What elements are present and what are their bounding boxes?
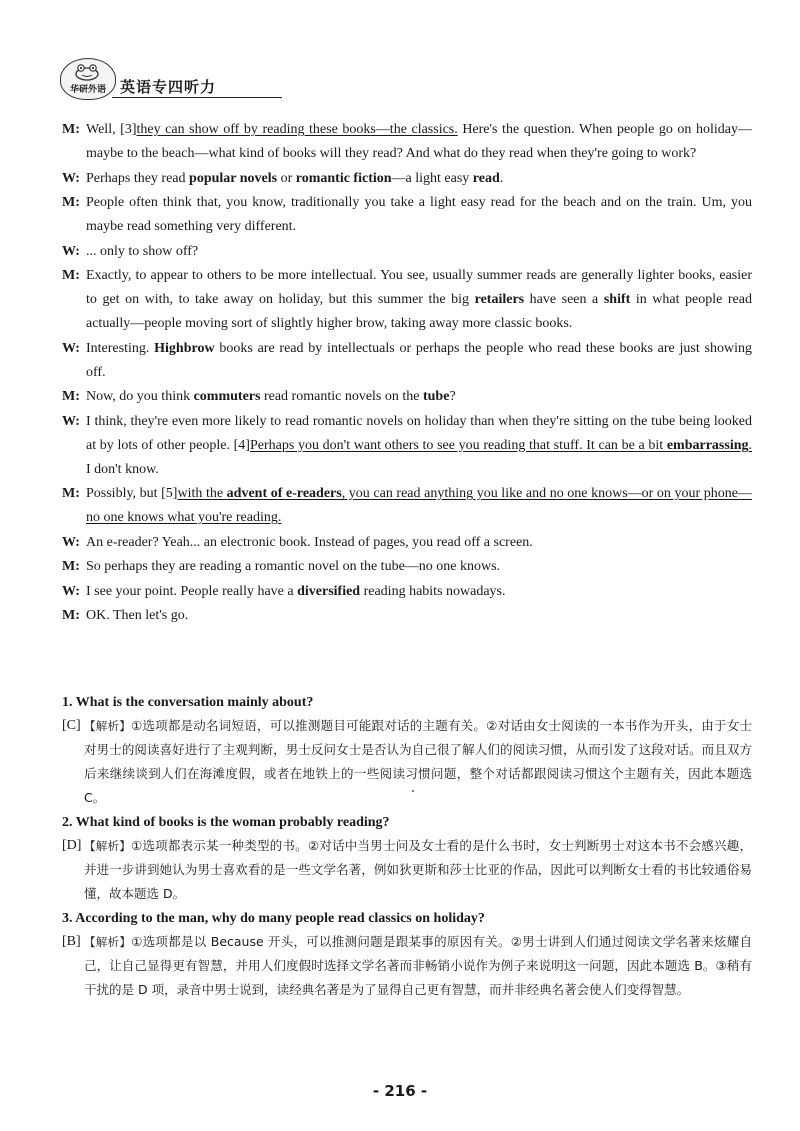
dialogue-text: OK. Then let's go. [86, 608, 189, 623]
questions-section [62, 690, 752, 1004]
keyword: romantic fiction [295, 170, 392, 186]
speaker-label: W: [62, 170, 80, 186]
dialogue-text: Interesting. [86, 340, 155, 356]
dialogue-line [62, 604, 752, 628]
keyword: Highbrow [154, 340, 215, 356]
dialogue-text: Now, do you think [86, 389, 194, 404]
keyword: read [472, 170, 500, 186]
speaker-label: W: [62, 413, 80, 429]
speaker-label: M: [62, 608, 80, 623]
page-header [60, 58, 230, 102]
answer-key: [D] [62, 838, 82, 853]
dialogue-line [62, 580, 752, 604]
question-heading: 1. What is the conversation mainly about? [62, 695, 314, 710]
speaker-label: W: [62, 534, 80, 550]
dialogue-text: Exactly, to appear to others to be more intellectual. You see, usually summer reads are generally lighter books, easier to get on with, to take away on holiday, but this summer the big [86, 268, 752, 307]
keyword: diversified [297, 583, 361, 599]
dialogue-transcript [62, 118, 752, 629]
speaker-label: M: [62, 268, 80, 283]
speaker-label: M: [62, 389, 80, 404]
dialogue-line [62, 167, 752, 191]
dialogue-text: I see your point. People really have a [86, 583, 298, 599]
publisher-logo [60, 58, 116, 100]
underlined-key-sentence: Perhaps you don't want others to see you reading that stuff. It can be a bit [249, 437, 667, 453]
dialogue-text: I think, they're even more likely to read romantic novels on holiday than when they're sitting on the tube being looked at by lots of other people. [4] [86, 413, 752, 453]
analysis-tag: 【解析】 [84, 935, 132, 949]
header-divider [112, 97, 282, 98]
answer-analysis [62, 834, 752, 906]
dialogue-line [62, 264, 752, 336]
book-title: 英语专四听力 [120, 78, 217, 96]
dialogue-line [62, 555, 752, 579]
analysis-text: ①选项都表示某一种类型的书。②对话中当男士问及女士看的是什么书时，女士判断男士对这本书不会感兴趣，并进一步讲到她认为男士喜欢看的是一些文学名著，例如狄更斯和莎士比亚的作品，因此可以判断女士看的书比较通俗易懂，故本题选 D。 [84, 838, 753, 901]
analysis-tag: 【解析】 [84, 719, 131, 733]
analysis-text: ①选项都是动名词短语，可以推测题目可能跟对话的主题有关。②对话由女士阅读的一本书作为开头，由于女士对男士的阅读喜好进行了主观判断，男士反问女士是否认为自己很了解人们的阅读习惯，从而引发了这段对话。而且双方后来继续谈到人们在海滩度假，或者在地铁上的一些阅读习惯问题，整个对话都跟阅读习惯这个主题有关，因此本题选 C。 [84, 718, 753, 805]
underlined-key-sentence: with the [177, 486, 227, 501]
answer-key: [B] [62, 934, 81, 949]
underlined-key-sentence: , you can read anything you like and no one knows—or on your phone—no one knows what you're reading. [86, 486, 753, 525]
keyword: shift [603, 292, 631, 307]
underlined-key-sentence: embarrassing [666, 437, 749, 453]
dialogue-line [62, 240, 752, 264]
dialogue-line [62, 118, 752, 166]
dialogue-text: reading habits nowadays. [360, 583, 506, 599]
dialogue-text: in what people read actually—people moving sort of slightly higher brow, taking away more classic books. [86, 292, 752, 331]
speaker-label: M: [62, 486, 80, 501]
dialogue-text: have seen a [524, 292, 604, 307]
dialogue-text: So perhaps they are reading a romantic novel on the tube—no one knows. [86, 559, 501, 574]
question-heading: 2. What kind of books is the woman probably reading? [62, 815, 390, 830]
dialogue-line [62, 337, 752, 385]
dialogue-text: People often think that, you know, traditionally you take a light easy read for the beach and on the train. Um, you maybe read something very different. [86, 195, 752, 234]
dialogue-text: Perhaps they read [86, 170, 190, 186]
dialogue-text: read romantic novels on the [260, 389, 423, 404]
keyword: popular novels [189, 170, 278, 186]
page-number: - 216 - [372, 1082, 428, 1100]
speaker-label: M: [62, 559, 80, 574]
speaker-label: W: [62, 583, 80, 599]
dialogue-line [62, 385, 752, 409]
dialogue-line [62, 482, 752, 530]
answer-analysis [62, 930, 752, 1002]
dialogue-text: Possibly, but [5] [86, 486, 178, 501]
dialogue-line [62, 410, 752, 482]
dialogue-line [62, 191, 752, 239]
speaker-label: M: [62, 195, 80, 210]
dialogue-text: or [277, 170, 296, 186]
keyword: tube [422, 389, 450, 404]
dialogue-text: . [499, 170, 504, 186]
keyword: retailers [474, 292, 525, 307]
question-heading: 3. According to the man, why do many people read classics on holiday? [62, 911, 485, 926]
speaker-label: M: [62, 122, 80, 137]
speaker-label: W: [62, 340, 80, 356]
dialogue-text: I don't know. [86, 461, 159, 477]
dialogue-text: Here's the question. When people go on holiday—maybe to the beach—what kind of books will they read? And what do they read when they're going to work? [86, 122, 752, 161]
dialogue-line [62, 531, 752, 555]
dialogue-text: books are read by intellectuals or perhaps the people who read these books are just showing off. [86, 340, 752, 380]
dialogue-text: ... only to show off? [86, 243, 199, 259]
dialogue-text: Well, [3] [86, 122, 137, 137]
keyword: commuters [193, 389, 261, 404]
dialogue-text: ? [449, 389, 456, 404]
dialogue-text: —a light easy [391, 170, 473, 186]
analysis-text: ①选项都是以 Because 开头，可以推测问题是跟某事的原因有关。②男士讲到人们通过阅读文学名著来炫耀自己，让自己显得更有智慧，并用人们度假时选择文学名著而非畅销小说作为例子来说明这一问题，因此本题选 B。③稍有干扰的是 D 项，录音中男士说到，读经典名著是为了显得自己更有智慧，而并非经典名著会使人们变得智慧。 [84, 934, 752, 997]
speaker-label: W: [62, 243, 80, 259]
dialogue-text: An e-reader? Yeah... an electronic book. Instead of pages, you read off a screen. [86, 534, 533, 550]
logo-text: 华研外语 [69, 85, 106, 95]
underlined-key-sentence: . [748, 437, 753, 453]
frog-mascot-icon [74, 63, 100, 81]
underlined-key-sentence: advent of e-readers [226, 486, 342, 501]
answer-key: [C] [62, 718, 81, 733]
analysis-tag: 【解析】 [84, 839, 131, 853]
answer-analysis [62, 714, 752, 810]
underlined-key-sentence: they can show off by reading these books—the classics. [136, 122, 458, 137]
